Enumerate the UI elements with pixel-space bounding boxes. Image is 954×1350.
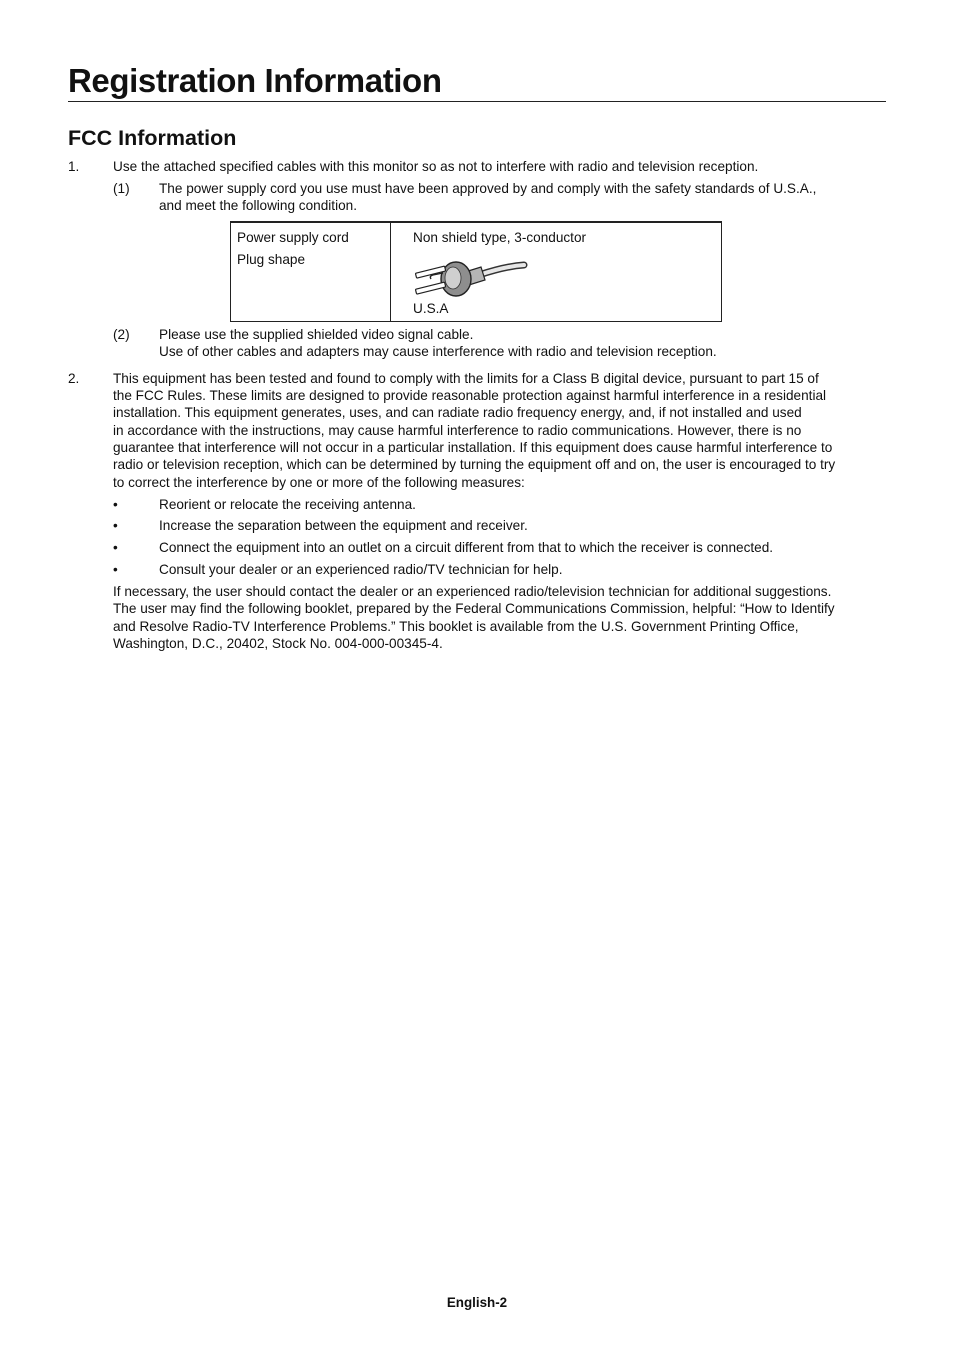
closing-paragraph-line: and Resolve Radio-TV Interference Problems.” This booklet is available from the U.S. Government Printing Office, (113, 619, 799, 634)
sub-item-1-line-2: and meet the following condition. (159, 198, 357, 213)
bullet-item: Connect the equipment into an outlet on a circuit different from that to which the receiver is connected. (159, 540, 774, 555)
bullet-marker: • (113, 562, 118, 577)
item-2-paragraph-line: the FCC Rules. These limits are designed to provide reasonable protection against harmful interference in a residential (113, 388, 827, 403)
item-2-paragraph-line: guarantee that interference will not occur in a particular installation. If this equipment does cause harmful interference to (113, 440, 833, 455)
sub-item-1-line-1: The power supply cord you use must have been approved by and comply with the safety standards of U.S.A., (159, 181, 817, 196)
item-2-paragraph-line: to correct the interference by one or more of the following measures: (113, 475, 525, 490)
plug-caption: U.S.A (413, 301, 449, 316)
bullet-marker: • (113, 540, 118, 555)
bullet-item: Reorient or relocate the receiving antenna. (159, 497, 416, 512)
item-1-number: 1. (68, 159, 80, 174)
sub-item-2-line-2: Use of other cables and adapters may cause interference with radio and television reception. (159, 344, 717, 359)
page-number-footer: English-2 (446, 1295, 508, 1310)
bullet-item: Increase the separation between the equipment and receiver. (159, 518, 528, 533)
bullet-marker: • (113, 497, 118, 512)
closing-paragraph-line: The user may find the following booklet, prepared by the Federal Communications Commission, helpful: “How to Identify (113, 601, 835, 616)
item-2-number: 2. (68, 371, 80, 386)
power-cord-spec-table (230, 221, 722, 322)
closing-paragraph-line: Washington, D.C., 20402, Stock No. 004-000-00345-4. (113, 636, 443, 651)
title-divider (68, 101, 886, 102)
table-column-divider (390, 223, 391, 321)
value-power-supply-cord: Non shield type, 3-conductor (413, 230, 587, 245)
bullet-item: Consult your dealer or an experienced radio/TV technician for help. (159, 562, 563, 577)
label-power-supply-cord: Power supply cord (237, 230, 349, 245)
sub-item-1-number: (1) (113, 181, 130, 196)
page-title: Registration Information (68, 62, 442, 99)
item-2-paragraph-line: in accordance with the instructions, may cause harmful interference to radio communications. However, there is no (113, 423, 802, 438)
item-2-paragraph-line: radio or television reception, which can be determined by turning the equipment off and on, the user is encouraged to try (113, 457, 836, 472)
sub-item-2-line-1: Please use the supplied shielded video signal cable. (159, 327, 474, 342)
section-heading-fcc: FCC Information (68, 126, 237, 150)
us-plug-icon (409, 252, 529, 302)
closing-paragraph-line: If necessary, the user should contact the dealer or an experienced radio/television technician for additional suggestions. (113, 584, 832, 599)
item-2-paragraph-line: installation. This equipment generates, uses, and can radiate radio frequency energy, and, if not installed and used (113, 405, 802, 420)
bullet-marker: • (113, 518, 118, 533)
item-2-paragraph-line: This equipment has been tested and found to comply with the limits for a Class B digital device, pursuant to part 15 of (113, 371, 819, 386)
item-1-text: Use the attached specified cables with this monitor so as not to interfere with radio and television reception. (113, 159, 759, 174)
label-plug-shape: Plug shape (237, 252, 306, 267)
sub-item-2-number: (2) (113, 327, 130, 342)
